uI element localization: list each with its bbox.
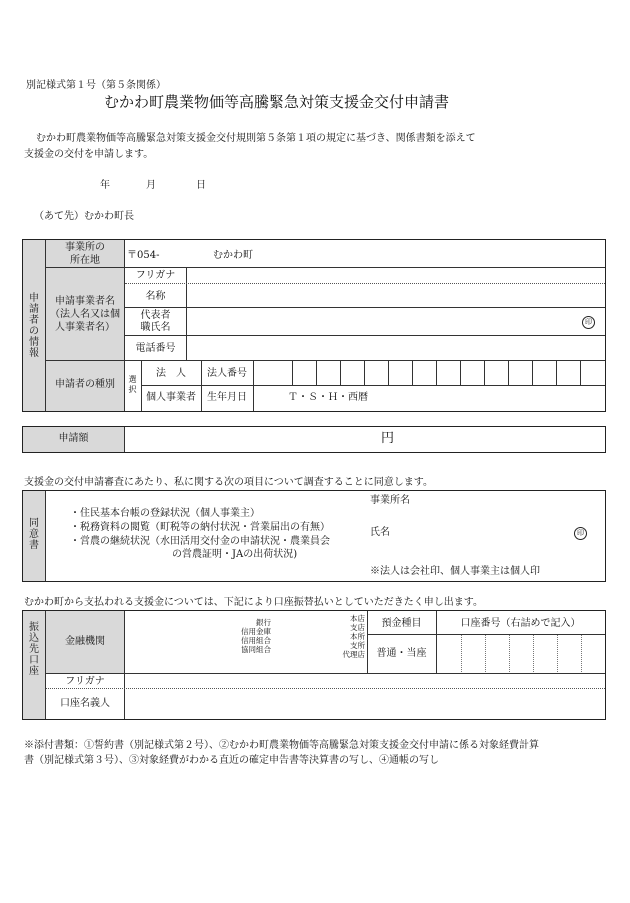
applicant-name-label-3: 人事業者名） bbox=[55, 322, 115, 333]
date-month-label: 月 bbox=[146, 180, 156, 191]
branch-type-2: 支店 bbox=[350, 623, 365, 632]
branch-type-3: 本所 bbox=[350, 632, 365, 641]
corp-number-grid[interactable] bbox=[292, 361, 604, 385]
consent-item-3b: の営農証明・JAの出荷状況) bbox=[172, 549, 298, 560]
birthdate-label: 生年月日 bbox=[207, 392, 247, 403]
account-number-label: 口座番号（右詰めで記入） bbox=[460, 618, 581, 629]
stamp-mark: 印 bbox=[582, 316, 595, 329]
intro-line-2: 支援金の交付を申請します。 bbox=[24, 149, 154, 160]
consent-lead: 支援金の交付申請審査にあたり、私に関する次の項目について調査することに同意します。 bbox=[24, 477, 433, 488]
consent-office-name-label: 事業所名 bbox=[370, 495, 410, 506]
attachments-line-1: ※添付書類：①誓約書（別記様式第２号）、②むかわ町農業物価等高騰緊急対策支援金交付申請に係る対象経費計算 bbox=[24, 740, 539, 751]
account-holder-label: 口座名義人 bbox=[60, 698, 110, 709]
bank-type-list bbox=[236, 618, 271, 654]
corp-number-label: 法人番号 bbox=[207, 368, 247, 379]
applicant-name-label-2: （法人名又は個 bbox=[50, 309, 120, 320]
intro-line-1: むかわ町農業物価等高騰緊急対策支援金交付規則第５条第１項の規定に基づき、関係書類を添えて bbox=[36, 133, 476, 144]
bank-type-4: 協同組合 bbox=[241, 645, 271, 654]
consent-item-1: ・住民基本台帳の登録状況（個人事業主） bbox=[70, 508, 260, 519]
town-name: むかわ町 bbox=[213, 250, 253, 261]
representative-label-1: 代表者 bbox=[140, 310, 171, 321]
amount-field[interactable] bbox=[126, 428, 604, 451]
date-year-label: 年 bbox=[100, 180, 110, 191]
consent-person-name-label: 氏名 bbox=[370, 527, 390, 538]
consent-note: ※法人は会社印、個人事業主は個人印 bbox=[370, 566, 540, 577]
branch-type-list bbox=[325, 614, 365, 659]
name-field[interactable] bbox=[188, 285, 604, 306]
representative-field[interactable] bbox=[188, 309, 578, 333]
branch-type-4: 支所 bbox=[350, 641, 365, 650]
corporation-option[interactable]: 法 人 bbox=[156, 368, 186, 379]
bank-type-3: 信用組合 bbox=[241, 636, 271, 645]
attachments-line-2: 書（別記様式第３号）、③対象経費がわかる直近の確定申告書等決算書の写し、④通帳の写し bbox=[24, 755, 439, 766]
office-location-label-2: 所在地 bbox=[70, 255, 100, 266]
office-location-label-1: 事業所の bbox=[65, 242, 105, 253]
form-number: 別記様式第１号（第５条関係） bbox=[26, 80, 166, 91]
select-label-2: 択 bbox=[128, 385, 137, 394]
postal-code: 〒054- bbox=[127, 250, 160, 261]
phone-label: 電話番号 bbox=[135, 343, 176, 354]
account-holder-field[interactable] bbox=[126, 690, 604, 718]
furigana-field[interactable] bbox=[188, 269, 604, 281]
date-day-label: 日 bbox=[196, 180, 206, 191]
page-title: むかわ町農業物価等高騰緊急対策支援金交付申請書 bbox=[104, 93, 450, 111]
branch-type-1: 本店 bbox=[350, 614, 365, 623]
amount-unit: 円 bbox=[381, 431, 395, 446]
consent-item-2: ・税務資料の閲覧（町税等の納付状況・営業届出の有無） bbox=[70, 522, 330, 533]
consent-stamp-mark: 印 bbox=[574, 527, 587, 540]
bank-type-1: 銀行 bbox=[256, 618, 271, 627]
consent-item-3: ・営農の継続状況（水田活用交付金の申請状況・農業員会 bbox=[70, 536, 330, 547]
consent-section-label: 同意書 bbox=[29, 518, 39, 551]
holder-furigana-label: フリガナ bbox=[65, 676, 105, 687]
bank-type-2: 信用金庫 bbox=[241, 627, 271, 636]
consent-signature-field[interactable] bbox=[400, 510, 570, 540]
applicant-type-label: 申請者の種別 bbox=[55, 379, 115, 390]
deposit-type-options[interactable]: 普通・当座 bbox=[376, 648, 427, 659]
address-field[interactable] bbox=[260, 243, 604, 265]
furigana-label: フリガナ bbox=[135, 270, 176, 281]
institution-label: 金融機関 bbox=[65, 636, 105, 647]
phone-field[interactable] bbox=[188, 337, 604, 359]
select-label-1: 選 bbox=[128, 375, 137, 384]
holder-furigana-field[interactable] bbox=[126, 674, 604, 687]
deposit-type-label: 預金種目 bbox=[381, 618, 422, 629]
transfer-lead: むかわ町から支払われる支援金については、下記により口座振替払いとしていただきたく申し出ます。 bbox=[24, 597, 483, 608]
account-number-grid[interactable] bbox=[437, 635, 605, 672]
era-options[interactable]: Ｔ・Ｓ・Ｈ・西暦 bbox=[288, 392, 368, 403]
transfer-section-label: 振込先口座 bbox=[29, 622, 39, 677]
name-label: 名称 bbox=[145, 291, 166, 302]
applicant-name-label-1: 申請事業者名 bbox=[55, 296, 115, 307]
applicant-section-label: 申請者の情報 bbox=[29, 293, 39, 359]
individual-option[interactable]: 個人事業者 bbox=[146, 392, 196, 403]
addressee: （あて先）むかわ町長 bbox=[34, 211, 134, 222]
amount-label: 申請額 bbox=[58, 433, 89, 444]
representative-label-2: 職氏名 bbox=[140, 322, 171, 333]
branch-type-5: 代理店 bbox=[342, 650, 365, 659]
